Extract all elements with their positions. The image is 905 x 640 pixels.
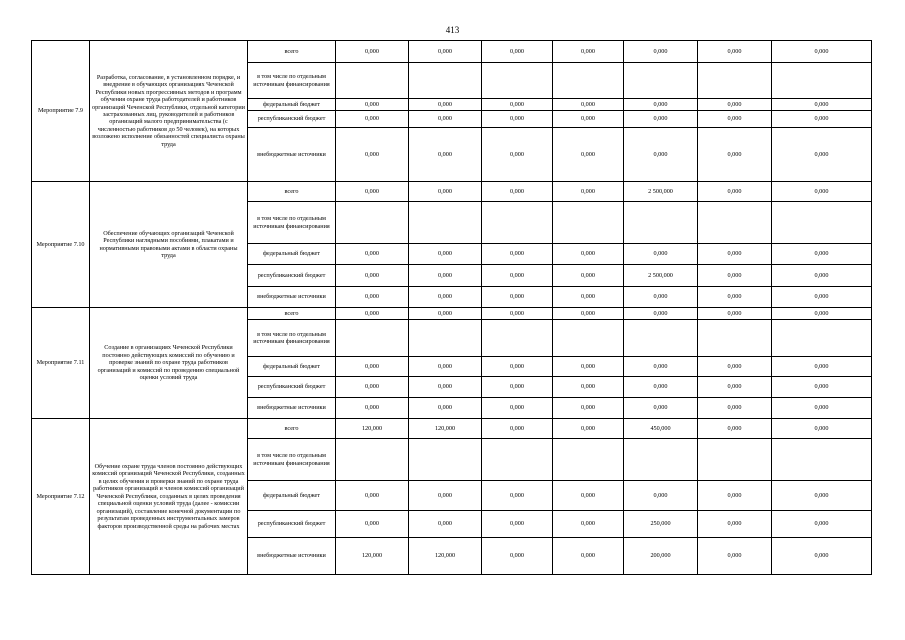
value-cell: 0,000	[698, 419, 772, 439]
value-cell: 200,000	[624, 538, 698, 575]
value-cell: 0,000	[698, 398, 772, 419]
value-cell	[772, 63, 872, 99]
value-cell: 0,000	[553, 538, 624, 575]
funding-source: всего	[248, 308, 336, 320]
measure-description: Разработка, согласование, в установленном порядке, и внедрение в обучающих организациях Чеченской Республики новых прогрессивных методов и программ обучения охране труда работодателей и работников организаций Чеченской Республики, отдельной категории застрахованных лиц, руководителей и работников организаций малого предпринимательства (с численностью работников до 50 человек), на которых возложено исполнение обязанностей специалиста охраны труда	[90, 41, 248, 182]
value-cell: 0,000	[336, 99, 409, 111]
value-cell: 0,000	[553, 128, 624, 182]
value-cell: 0,000	[409, 511, 482, 538]
value-cell: 0,000	[772, 287, 872, 308]
value-cell: 2 500,000	[624, 182, 698, 202]
value-cell: 0,000	[409, 182, 482, 202]
value-cell: 0,000	[624, 41, 698, 63]
value-cell: 0,000	[409, 357, 482, 377]
value-cell: 0,000	[336, 287, 409, 308]
value-cell: 0,000	[698, 287, 772, 308]
funding-source: федеральный бюджет	[248, 481, 336, 511]
value-cell: 120,000	[409, 419, 482, 439]
table-row	[32, 419, 872, 439]
funding-source: внебюджетные источники	[248, 287, 336, 308]
funding-source: всего	[248, 41, 336, 63]
value-cell	[698, 320, 772, 357]
value-cell: 0,000	[698, 41, 772, 63]
value-cell: 450,000	[624, 419, 698, 439]
value-cell	[698, 439, 772, 481]
value-cell	[772, 320, 872, 357]
table-row	[32, 308, 872, 320]
value-cell: 0,000	[772, 538, 872, 575]
value-cell: 0,000	[624, 244, 698, 265]
budget-table	[31, 40, 872, 575]
value-cell: 0,000	[772, 41, 872, 63]
value-cell: 0,000	[409, 265, 482, 287]
value-cell: 0,000	[336, 511, 409, 538]
value-cell: 0,000	[698, 244, 772, 265]
value-cell: 0,000	[698, 182, 772, 202]
funding-source: в том числе по отдельным источникам финансирования	[248, 439, 336, 481]
funding-source: внебюджетные источники	[248, 128, 336, 182]
value-cell: 0,000	[482, 419, 553, 439]
value-cell: 2 500,000	[624, 265, 698, 287]
funding-source: в том числе по отдельным источникам финансирования	[248, 63, 336, 99]
value-cell: 0,000	[772, 128, 872, 182]
value-cell	[482, 63, 553, 99]
value-cell: 0,000	[482, 41, 553, 63]
value-cell: 0,000	[553, 244, 624, 265]
value-cell: 0,000	[698, 128, 772, 182]
funding-source: федеральный бюджет	[248, 244, 336, 265]
value-cell: 0,000	[482, 128, 553, 182]
value-cell	[698, 202, 772, 244]
value-cell: 0,000	[409, 287, 482, 308]
value-cell: 0,000	[698, 377, 772, 398]
funding-source: внебюджетные источники	[248, 538, 336, 575]
measure-description: Обеспечение обучающих организаций Чеченской Республики наглядными пособиями, плакатами и нормативными правовыми актами в области охраны труда	[90, 182, 248, 308]
value-cell: 0,000	[553, 182, 624, 202]
value-cell: 0,000	[698, 265, 772, 287]
value-cell: 0,000	[772, 111, 872, 128]
value-cell: 0,000	[409, 128, 482, 182]
value-cell: 0,000	[482, 481, 553, 511]
value-cell: 0,000	[336, 377, 409, 398]
funding-source: всего	[248, 419, 336, 439]
value-cell: 0,000	[336, 111, 409, 128]
value-cell	[409, 439, 482, 481]
value-cell: 120,000	[336, 538, 409, 575]
value-cell: 0,000	[772, 398, 872, 419]
value-cell: 0,000	[553, 481, 624, 511]
value-cell: 0,000	[482, 308, 553, 320]
value-cell: 0,000	[553, 99, 624, 111]
value-cell: 0,000	[336, 244, 409, 265]
page-number: 413	[445, 25, 460, 35]
value-cell: 0,000	[553, 419, 624, 439]
value-cell	[409, 63, 482, 99]
value-cell: 0,000	[698, 111, 772, 128]
measure-description: Обучение охране труда членов постоянно действующих комиссий организаций Чеченской Республики, созданных в целях обучения и проверки знаний по охране труда работников организаций и членов комиссий организаций Чеченской Республики, созданных в целях проведения специальной оценки условий труда (далее - комиссии организаций), составление конечной документации по результатам проведенных инструментальных замеров факторов производственной среды на рабочих местах	[90, 419, 248, 575]
value-cell	[336, 320, 409, 357]
value-cell: 0,000	[553, 357, 624, 377]
value-cell: 0,000	[624, 377, 698, 398]
value-cell	[553, 320, 624, 357]
value-cell: 0,000	[553, 511, 624, 538]
value-cell: 0,000	[409, 111, 482, 128]
value-cell: 0,000	[482, 538, 553, 575]
funding-source: федеральный бюджет	[248, 99, 336, 111]
value-cell	[553, 439, 624, 481]
value-cell: 0,000	[553, 41, 624, 63]
value-cell: 0,000	[624, 287, 698, 308]
value-cell: 0,000	[772, 357, 872, 377]
value-cell: 0,000	[553, 398, 624, 419]
measure-label: Мероприятие 7.11	[32, 308, 90, 419]
value-cell: 0,000	[624, 99, 698, 111]
table-row	[32, 41, 872, 63]
funding-source: в том числе по отдельным источникам финансирования	[248, 320, 336, 357]
value-cell: 0,000	[482, 111, 553, 128]
value-cell: 250,000	[624, 511, 698, 538]
value-cell: 0,000	[772, 99, 872, 111]
funding-source: внебюджетные источники	[248, 398, 336, 419]
value-cell: 0,000	[482, 182, 553, 202]
value-cell: 0,000	[409, 99, 482, 111]
value-cell	[336, 202, 409, 244]
value-cell: 0,000	[624, 357, 698, 377]
value-cell: 0,000	[553, 377, 624, 398]
value-cell	[553, 202, 624, 244]
value-cell	[624, 439, 698, 481]
value-cell: 0,000	[772, 244, 872, 265]
value-cell: 0,000	[553, 111, 624, 128]
value-cell: 0,000	[772, 182, 872, 202]
value-cell: 0,000	[336, 308, 409, 320]
value-cell	[409, 202, 482, 244]
value-cell	[624, 63, 698, 99]
value-cell	[482, 202, 553, 244]
value-cell: 0,000	[336, 357, 409, 377]
value-cell: 0,000	[482, 244, 553, 265]
funding-source: республиканский бюджет	[248, 111, 336, 128]
value-cell: 0,000	[409, 481, 482, 511]
value-cell: 0,000	[624, 111, 698, 128]
value-cell: 0,000	[553, 287, 624, 308]
measure-label: Мероприятие 7.10	[32, 182, 90, 308]
funding-source: федеральный бюджет	[248, 357, 336, 377]
value-cell: 0,000	[624, 481, 698, 511]
value-cell: 0,000	[482, 287, 553, 308]
value-cell: 0,000	[482, 265, 553, 287]
value-cell: 0,000	[772, 511, 872, 538]
value-cell: 0,000	[772, 377, 872, 398]
value-cell: 0,000	[698, 538, 772, 575]
value-cell: 0,000	[624, 398, 698, 419]
value-cell	[624, 320, 698, 357]
value-cell	[482, 320, 553, 357]
value-cell: 0,000	[336, 265, 409, 287]
value-cell: 0,000	[772, 419, 872, 439]
measure-description: Создание в организациях Чеченской Республики постоянно действующих комиссий по обучению и проверке знаний по охране труда работников организаций и комиссий по проведению специальной оценки условий труда	[90, 308, 248, 419]
value-cell: 0,000	[624, 308, 698, 320]
value-cell: 0,000	[409, 398, 482, 419]
value-cell: 0,000	[336, 128, 409, 182]
value-cell: 0,000	[482, 398, 553, 419]
value-cell	[553, 63, 624, 99]
value-cell	[624, 202, 698, 244]
value-cell: 0,000	[482, 511, 553, 538]
value-cell	[482, 439, 553, 481]
measure-label: Мероприятие 7.12	[32, 419, 90, 575]
value-cell: 0,000	[409, 244, 482, 265]
value-cell: 0,000	[698, 511, 772, 538]
value-cell: 0,000	[553, 308, 624, 320]
value-cell	[772, 439, 872, 481]
value-cell: 120,000	[336, 419, 409, 439]
funding-source: республиканский бюджет	[248, 511, 336, 538]
value-cell	[772, 202, 872, 244]
value-cell	[698, 63, 772, 99]
value-cell: 0,000	[409, 308, 482, 320]
value-cell: 0,000	[553, 265, 624, 287]
table-row	[32, 182, 872, 202]
value-cell: 0,000	[482, 377, 553, 398]
value-cell: 0,000	[336, 398, 409, 419]
value-cell: 0,000	[698, 99, 772, 111]
value-cell: 0,000	[336, 41, 409, 63]
value-cell: 0,000	[698, 481, 772, 511]
value-cell: 0,000	[482, 99, 553, 111]
value-cell: 0,000	[336, 182, 409, 202]
value-cell: 0,000	[698, 357, 772, 377]
value-cell: 0,000	[409, 377, 482, 398]
measure-label: Мероприятие 7.9	[32, 41, 90, 182]
value-cell: 0,000	[482, 357, 553, 377]
value-cell	[336, 439, 409, 481]
funding-source: в том числе по отдельным источникам финансирования	[248, 202, 336, 244]
funding-source: всего	[248, 182, 336, 202]
value-cell	[336, 63, 409, 99]
funding-source: республиканский бюджет	[248, 265, 336, 287]
value-cell: 0,000	[624, 128, 698, 182]
value-cell: 0,000	[698, 308, 772, 320]
value-cell: 0,000	[772, 481, 872, 511]
funding-source: республиканский бюджет	[248, 377, 336, 398]
value-cell: 0,000	[772, 308, 872, 320]
value-cell	[409, 320, 482, 357]
value-cell: 120,000	[409, 538, 482, 575]
value-cell: 0,000	[336, 481, 409, 511]
value-cell: 0,000	[409, 41, 482, 63]
value-cell: 0,000	[772, 265, 872, 287]
